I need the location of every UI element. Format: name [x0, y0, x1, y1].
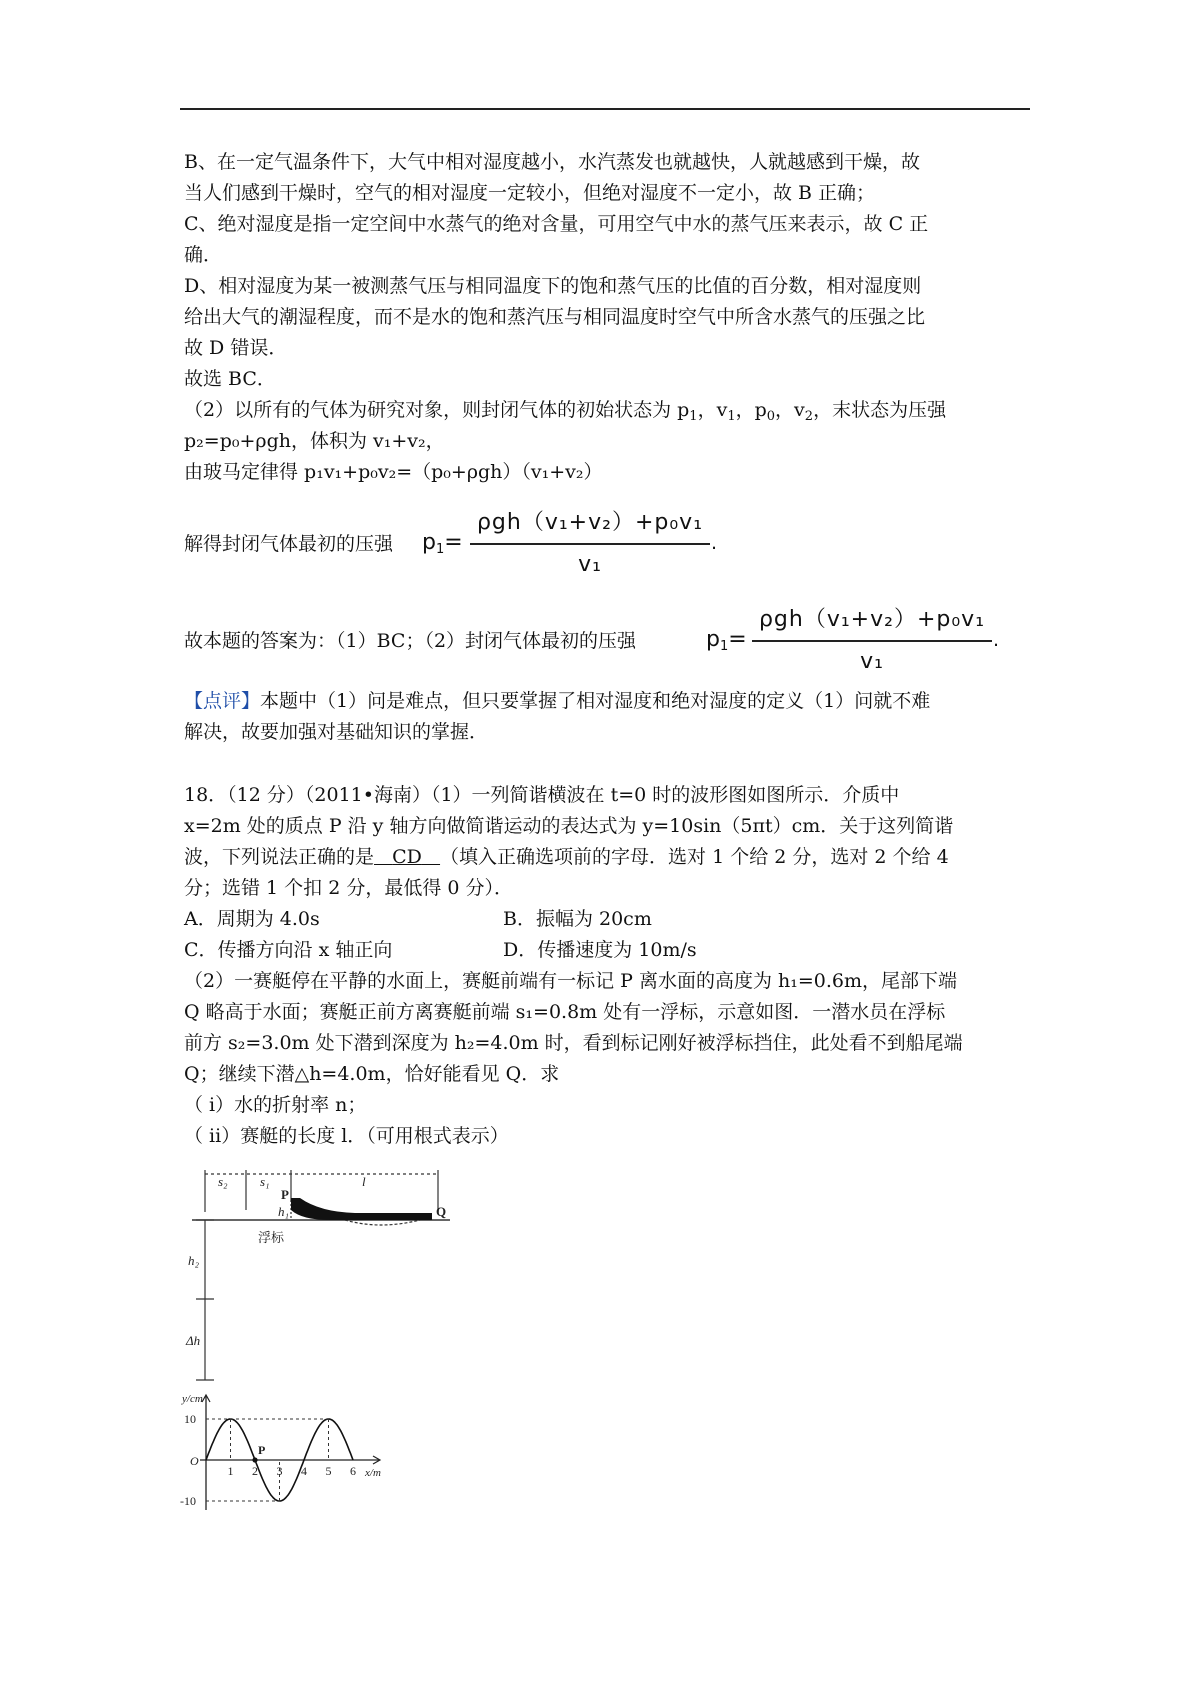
origin-label: O — [190, 1454, 199, 1468]
part2-line3: 由玻马定律得 p₁v₁+p₀v₂=（p₀+ρgh）（v₁+v₂） — [184, 461, 603, 483]
label-buoy: 浮标 — [258, 1230, 285, 1245]
x-axis-label: x/m — [365, 1467, 381, 1479]
formula-lhs-2: $p_1=$ — [706, 627, 747, 654]
x-tick-5: 5 — [325, 1464, 332, 1478]
formula-end-1: . — [711, 532, 718, 554]
option-b: B．振幅为 20cm — [503, 908, 652, 930]
x-tick-1: 1 — [227, 1464, 234, 1478]
q18-part2-line3: 前方 s₂=3.0m 处下潜到深度为 h₂=4.0m 时，看到标记刚好被浮标挡住，此处看不到船尾端 — [184, 1032, 963, 1054]
option-c-line2: 确． — [184, 244, 223, 266]
header-rule — [180, 108, 1030, 110]
label-l: l — [362, 1174, 366, 1189]
q18-line2: x=2m 处的质点 P 沿 y 轴方向做简谐运动的表达式为 y=10sin（5πt）cm．关于这列简谐 — [184, 815, 954, 837]
label-h1: h₁ — [278, 1204, 290, 1219]
option-d-line1: D、相对湿度为某一被测蒸气压与相同温度下的饱和蒸气压的比值的百分数，相对湿度则 — [184, 275, 922, 297]
part2-line2: p₂=p₀+ρgh，体积为 v₁+v₂， — [184, 430, 445, 452]
answer-label: 故本题的答案为：（1）BC；（2）封闭气体最初的压强 — [184, 630, 637, 652]
point-P — [252, 1457, 257, 1462]
fraction-bar-2 — [752, 640, 992, 642]
label-dh: Δh — [186, 1333, 201, 1348]
comment-line2: 解决，故要加强对基础知识的掌握． — [184, 721, 489, 743]
comment-tag: 【点评】 — [184, 690, 261, 712]
y-axis-label: y/cm — [182, 1393, 203, 1405]
q18-line1: 18．（12 分）（2011•海南）（1）一列简谐横波在 t=0 时的波形图如图所示．介质中 — [184, 784, 900, 806]
formula-denominator-2: v₁ — [860, 649, 884, 674]
part2-line1: （2）以所有的气体为研究对象，则封闭气体的初始状态为 $p_1$，$v_1$，$p_0$，$v_2$，末状态为压强 — [184, 399, 947, 424]
formula-numerator-2: ρgh（v₁+v₂）+p₀v₁ — [758, 607, 986, 632]
x-tick-2: 2 — [252, 1464, 258, 1478]
x-tick-4: 4 — [301, 1464, 307, 1478]
y-tick-neg10: -10 — [180, 1494, 196, 1508]
label-P: P — [281, 1187, 289, 1202]
option-d-line2: 给出大气的潮湿程度，而不是水的饱和蒸汽压与相同温度时空气中所含水蒸气的压强之比 — [184, 306, 926, 328]
comment-line1: 【点评】本题中（1）问是难点，但只要掌握了相对湿度和绝对湿度的定义（1）问就不难 — [184, 690, 931, 712]
x-tick-6: 6 — [350, 1464, 356, 1478]
label-s1: s₁ — [260, 1174, 270, 1189]
option-a: A．周期为 4.0s — [184, 908, 320, 930]
y-tick-10: 10 — [184, 1412, 196, 1426]
q18-line3: 波，下列说法正确的是 CD （填入正确选项前的字母．选对 1 个给 2 分，选对 2 个给 4 — [184, 846, 949, 868]
x-tick-3: 3 — [276, 1464, 283, 1478]
option-d: D．传播速度为 10m/s — [503, 939, 697, 961]
formula-numerator-1: ρgh（v₁+v₂）+p₀v₁ — [476, 510, 704, 535]
label-point-P: P — [258, 1443, 266, 1457]
option-c-line1: C、绝对湿度是指一定空间中水蒸气的绝对含量，可用空气中水的蒸气压来表示，故 C 正 — [184, 213, 929, 235]
formula-denominator-1: v₁ — [578, 552, 602, 577]
q18-subq-ii: （ ii）赛艇的长度 l．（可用根式表示） — [184, 1125, 509, 1147]
label-h2: h₂ — [188, 1253, 200, 1268]
wave-chart — [180, 1392, 430, 1524]
fraction-bar-1 — [470, 543, 710, 545]
boat-diagram — [180, 1162, 460, 1387]
boat-hull — [291, 1198, 432, 1220]
label-s2: s₂ — [218, 1174, 228, 1189]
formula-end-2: . — [993, 629, 1000, 651]
option-b-line1: B、在一定气温条件下，大气中相对湿度越小，水汽蒸发也就越快，人就越感到干燥，故 — [184, 151, 920, 173]
q18-part2-line2: Q 略高于水面；赛艇正前方离赛艇前端 s₁=0.8m 处有一浮标，示意如图．一潜水员在浮标 — [184, 1001, 946, 1023]
q18-subq-i: （ i）水的折射率 n； — [184, 1094, 367, 1116]
q18-part2-line4: Q；继续下潜△h=4.0m，恰好能看见 Q．求 — [184, 1063, 560, 1085]
option-c: C．传播方向沿 x 轴正向 — [184, 939, 393, 961]
q18-answer-blank: CD — [392, 846, 422, 868]
solve-label: 解得封闭气体最初的压强 — [184, 533, 394, 555]
choice-answer: 故选 BC． — [184, 368, 276, 390]
formula-lhs-1: $p_1=$ — [422, 530, 463, 557]
q18-part2-line1: （2）一赛艇停在平静的水面上，赛艇前端有一标记 P 离水面的高度为 h₁=0.6m，尾部下端 — [184, 970, 957, 992]
label-Q: Q — [436, 1204, 447, 1219]
q18-line4: 分；选错 1 个扣 2 分，最低得 0 分）． — [184, 877, 514, 899]
option-d-line3: 故 D 错误． — [184, 337, 288, 359]
option-b-line2: 当人们感到干燥时，空气的相对湿度一定较小，但绝对湿度不一定小，故 B 正确； — [184, 182, 876, 204]
